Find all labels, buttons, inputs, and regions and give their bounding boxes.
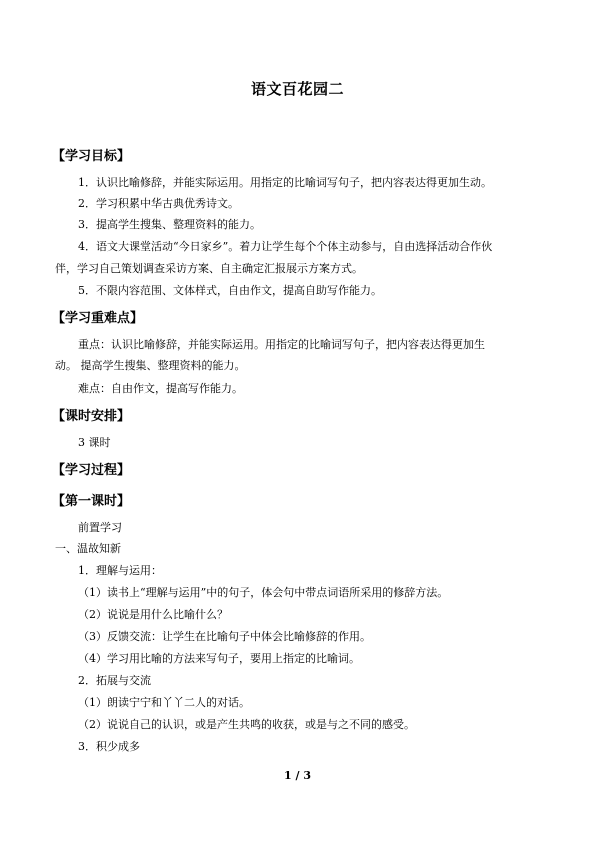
lesson-line: （4）学习用比喻的方法来写句子，要用上指定的比喻词。 [78,652,360,665]
lesson-line: （2）说说自己的认识，或是产生共鸣的收获，或是与之不同的感受。 [78,718,415,731]
key-line: 难点：自由作文，提高写作能力。 [78,382,243,395]
lesson-line: 1．理解与运用： [78,564,162,577]
page-number: 1 / 3 [284,769,311,782]
process-heading: 【学习过程】 [52,463,131,478]
key-line: 重点：认识比喻修辞，并能实际运用。用指定的比喻词写句子，把内容表达得更加生 [78,338,485,351]
goal-line: 伴，学习自己策划调查采访方案、自主确定汇报展示方案方式。 [55,262,363,275]
key-line: 动。 提高学生搜集、整理资料的能力。 [55,359,246,372]
goal-line: 4．语文大课堂活动“今日家乡”。着力让学生每个个体主动参与，自由选择活动合作伙 [78,240,493,253]
goals-heading: 【学习目标】 [52,149,131,164]
goal-line: 5．不限内容范围、文体样式，自由作文，提高自助写作能力。 [78,284,382,297]
goal-line: 2．学习积累中华古典优秀诗文。 [78,197,239,210]
lesson-line: （3）反馈交流：让学生在比喻句子中体会比喻修辞的作用。 [78,630,371,643]
lesson-line: 2．拓展与交流 [78,674,151,687]
goal-line: 3．提高学生搜集、整理资料的能力。 [78,218,261,231]
lesson-line: （2）说说是用什么比喻什么？ [78,608,228,621]
key-points-heading: 【学习重难点】 [52,311,144,326]
goal-line: 1．认识比喻修辞，并能实际运用。用指定的比喻词写句子，把内容表达得更加生动。 [78,176,492,189]
schedule-text: 3 课时 [78,436,111,449]
document-title: 语文百花园二 [250,80,344,98]
lesson-line: 一、温故知新 [55,542,121,555]
lesson-line: （1）读书上“理解与运用”中的句子，体会句中带点词语所采用的修辞方法。 [78,586,449,599]
lesson-line: 3．积少成多 [78,740,140,753]
lesson-line: 前置学习 [78,521,122,534]
first-lesson-heading: 【第一课时】 [52,494,131,509]
lesson-line: （1）朗读宁宁和丫丫二人的对话。 [78,696,250,709]
schedule-heading: 【课时安排】 [52,409,131,424]
